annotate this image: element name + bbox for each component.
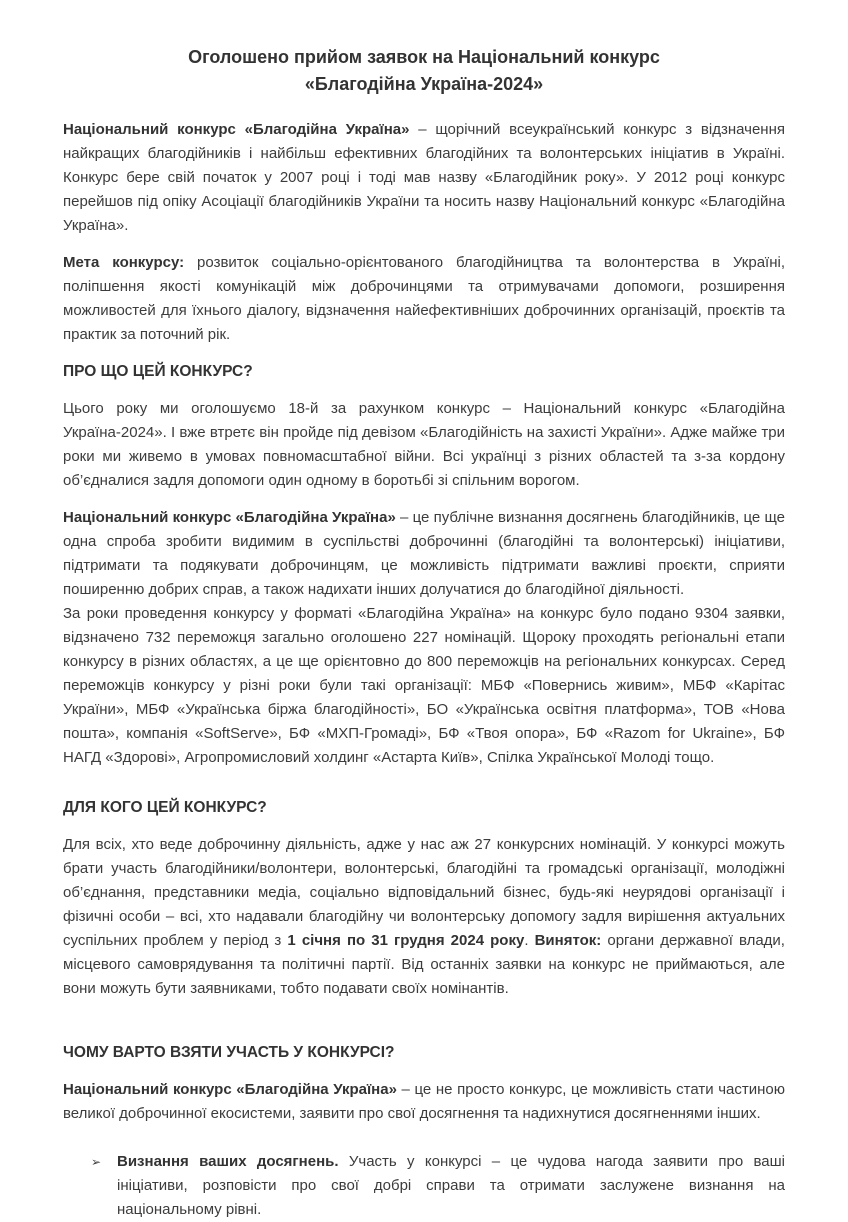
section-heading-why: ЧОМУ ВАРТО ВЗЯТИ УЧАСТЬ У КОНКУРСІ? [63, 1044, 395, 1061]
goal-paragraph [63, 251, 785, 347]
intro-text: – щорічний всеукраїнський конкурс з відзначення найкращих благодійників і найбільш ефективних благодійних та волонтерських ініціатив в Україні. Конкурс бере свій початок у 2007 році і тоді мав назву «Благодійник року». У 2012 році конкурс перейшов під опіку Асоціації благодійників України та носить назву Національний конкурс «Благодійна Україна». [63, 121, 785, 234]
goal-lead-bold: Мета конкурсу: [63, 254, 185, 271]
document-title-line2: «Благодійна Україна-2024» [304, 74, 544, 94]
for-whom-exception-bold: Виняток: [534, 932, 602, 949]
why-text: – це не просто конкурс, це можливість стати частиною великої доброчинної екосистеми, заявити про свої досягнення та надихнутися досягненнями інших. [63, 1081, 785, 1122]
about-paragraph-3: За роки проведення конкурсу у форматі «Благодійна Україна» на конкурс було подано 9304 заявки, відзначено 732 переможця загально оголошено 227 номінацій. Щороку проходять регіональні етапи конкурсу в різних областях, а це ще орієнтовно до 800 переможців на регіональних конкурсах. Серед переможців конкурсу у різні роки були такі організації: МБФ «Повернись живим», МБФ «Карітас України», МБФ «Українська біржа благодійності», БО «Українська освітня платформа», ТОВ «Нова пошта», компанія «SoftServe», БФ «МХП-Громаді», БФ «Твоя опора», БФ «Razom for Ukraine», БФ НАГД «Здорові», Агропромисловий холдинг «Астарта Київ», Спілка Української Молоді тощо. [63, 605, 785, 766]
list-item [63, 1150, 785, 1222]
bullet-arrow-icon: ➢ [91, 1155, 102, 1169]
document-title [63, 44, 785, 98]
goal-text: розвиток соціально-орієнтованого благодійництва та волонтерства в Україні, поліпшення якості комунікацій між доброчинцями та отримувачами допомоги, розширення можливостей для їхнього діалогу, відзначення найефективніших доброчинних організацій, проєктів та практик за поточний рік. [63, 254, 785, 343]
about-paragraph-2-lead-bold: Національний конкурс «Благодійна Україна» [63, 509, 396, 526]
intro-lead-bold: Національний конкурс «Благодійна Україна» [63, 121, 410, 138]
list-item-lead-bold: Визнання ваших досягнень. [117, 1153, 339, 1170]
for-whom-dates-bold: 1 січня по 31 грудня 2024 року [287, 932, 525, 949]
for-whom-paragraph [63, 833, 785, 1001]
about-paragraph-1: Цього року ми оголошуємо 18-й за рахунком конкурс – Національний конкурс «Благодійна Україна-2024». І вже втретє він пройде під девізом «Благодійність на захисті України». Адже майже три роки ми живемо в умовах повномасштабної війни. Всі українці з різних областей та з-за кордону об’єдналися задля допомоги один одному в боротьбі зі спільним ворогом. [63, 400, 785, 489]
why-paragraph [63, 1078, 785, 1126]
list-item-rest: Участь у конкурсі – це чудова нагода заявити про ваші ініціативи, розповісти про свої добрі справи та отримати заслужене визнання на національному рівні. [117, 1153, 786, 1218]
about-paragraph-2 [63, 506, 785, 602]
section-heading-for-whom: ДЛЯ КОГО ЦЕЙ КОНКУРС? [63, 799, 267, 816]
list-item-text [117, 1150, 785, 1222]
for-whom-text-mid: . [524, 932, 535, 949]
for-whom-text-end: органи державної влади, місцевого самоврядування та політичні партії. Від останніх заявки на конкурс не приймаються, але вони можуть бути заявниками, тобто подавати своїх номінантів. [63, 932, 785, 997]
section-heading-about: ПРО ЩО ЦЕЙ КОНКУРС? [63, 363, 253, 380]
why-lead-bold: Національний конкурс «Благодійна Україна» [63, 1081, 397, 1098]
document-title-line1: Оголошено прийом заявок на Національний конкурс [188, 47, 660, 67]
about-paragraph-2-text: – це публічне визнання досягнень благодійників, це ще одна спроба зробити видимим в суспільстві доброчинні (благодійні та волонтерські) ініціативи, підтримати та подякувати доброчинцям, це можливість підтримати важливі проєкти, сприяти поширенню добрих справ, а також надихати інших долучатися до благодійної діяльності. [63, 509, 785, 598]
for-whom-text-start: Для всіх, хто веде доброчинну діяльність, адже у нас аж 27 конкурсних номінацій. У конкурсі можуть брати участь благодійники/волонтери, волонтерські, благодійні та громадські організації, молодіжні об’єднання, представники медіа, соціально відповідальний бізнес, будь-які неурядові організації і фізичні особи – всі, хто надавали благодійну чи волонтерську допомогу задля вирішення актуальних суспільних проблем у період з [63, 836, 785, 949]
intro-paragraph [63, 118, 785, 238]
